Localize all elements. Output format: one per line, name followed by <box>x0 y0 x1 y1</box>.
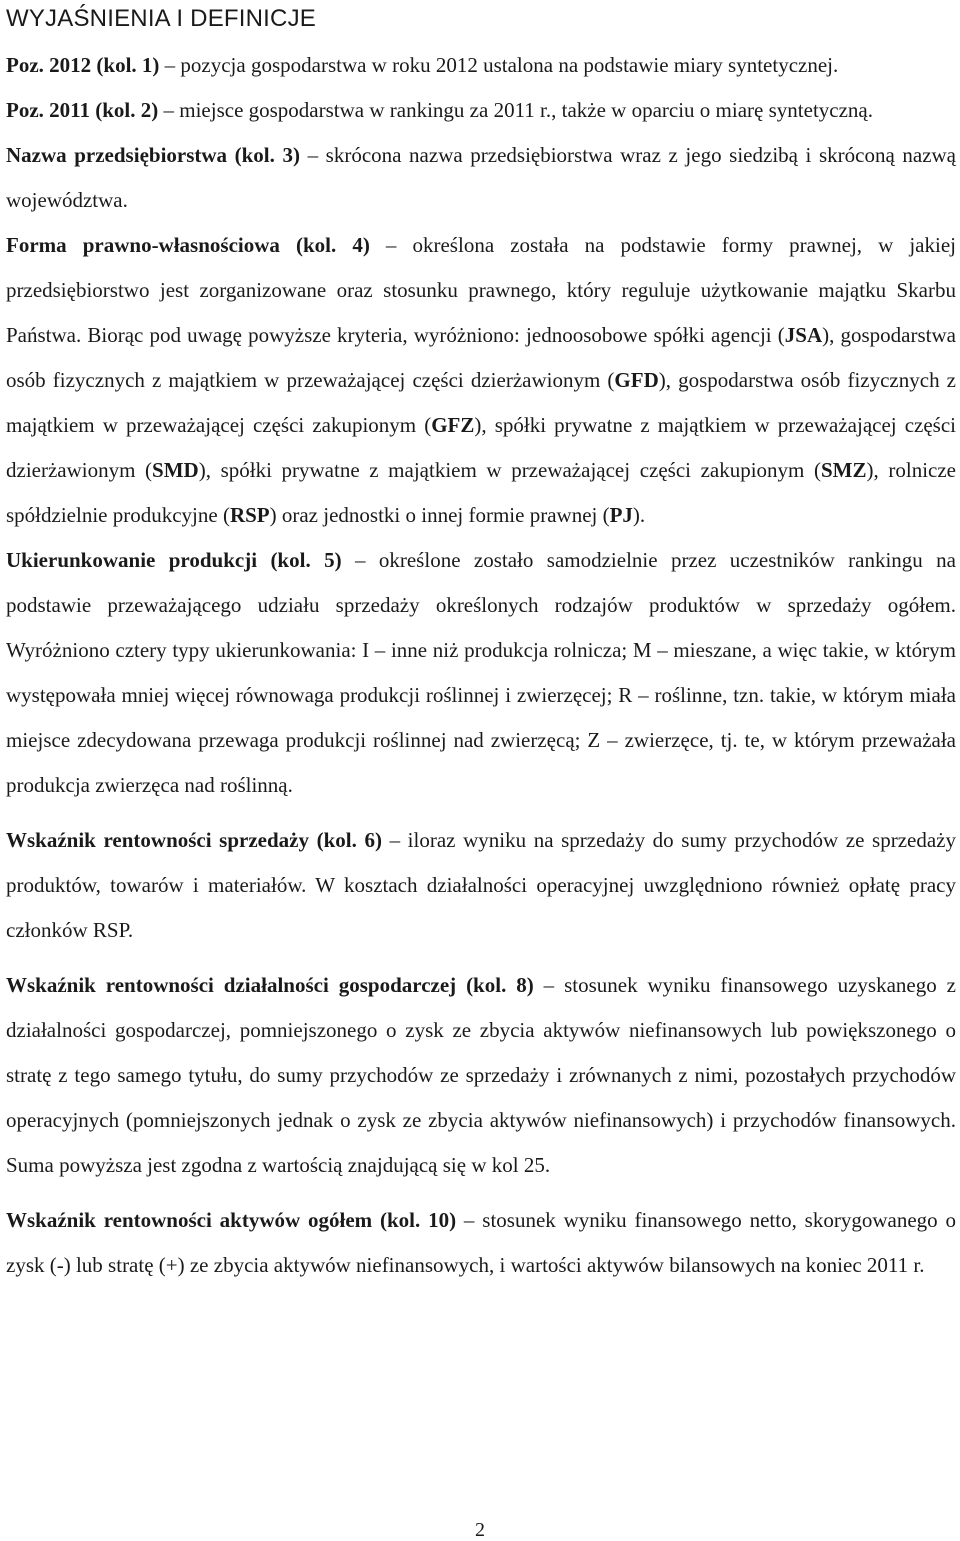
term-wskaznik-rentownosci-sprzedazy: Wskaźnik rentowności sprzedaży (kol. 6) <box>6 828 382 852</box>
definition-text: – stosunek wyniku finansowego netto, skorygowanego o zysk (-) lub stratę (+) ze zbycia aktywów niefinansowych, i wartości aktywów bilansowych na koniec 2011 r. <box>6 1208 957 1277</box>
term-forma-prawno-wlasnosciowa: Forma prawno-własnościowa (kol. 4) <box>6 233 370 257</box>
abbr-pj: PJ <box>609 503 633 527</box>
abbr-jsa: JSA <box>784 323 823 347</box>
definition-nazwa-przedsiebiorstwa <box>6 133 956 223</box>
definition-ukierunkowanie-produkcji <box>6 538 956 808</box>
definition-text: ). <box>632 503 646 527</box>
abbr-gfd: GFD <box>614 368 659 392</box>
page-number: 2 <box>475 1519 485 1541</box>
term-wskaznik-rentownosci-dzialalnosci: Wskaźnik rentowności działalności gospodarczej (kol. 8) <box>6 973 534 997</box>
abbr-gfz: GFZ <box>431 413 475 437</box>
term-poz-2012: Poz. 2012 (kol. 1) <box>6 53 160 77</box>
definition-text: ), rolnicze spółdzielnie produkcyjne ( <box>6 458 956 527</box>
definition-text: – iloraz wyniku na sprzedaży do sumy przychodów ze sprzedaży produktów, towarów i materiałów. W kosztach działalności operacyjnej uwzględniono również opłatę pracy członków RSP. <box>6 828 956 942</box>
definition-wskaznik-rentownosci-sprzedazy <box>6 818 956 953</box>
definition-text: ), spółki prywatne z majątkiem w przeważającej części dzierżawionym ( <box>6 413 956 482</box>
document-page <box>6 0 956 1288</box>
definition-text: ), gospodarstwa osób fizycznych z majątkiem w przeważającej części zakupionym ( <box>6 368 956 437</box>
term-wskaznik-rentownosci-aktywow: Wskaźnik rentowności aktywów ogółem (kol. 10) <box>6 1208 457 1232</box>
abbr-smz: SMZ <box>821 458 867 482</box>
definition-poz-2012 <box>6 43 956 88</box>
abbr-rsp: RSP <box>229 503 270 527</box>
definition-text: – skrócona nazwa przedsiębiorstwa wraz z jego siedzibą i skróconą nazwą województwa. <box>6 143 956 212</box>
definition-text: – miejsce gospodarstwa w rankingu za 2011 r., także w oparciu o miarę syntetyczną. <box>158 98 873 122</box>
definition-forma-prawno-wlasnosciowa <box>6 223 956 538</box>
definition-text: – określona została na podstawie formy prawnej, w jakiej przedsiębiorstwo jest zorganizowane oraz stosunku prawnego, który reguluje użytkowanie majątku Skarbu Państwa. Biorąc pod uwagę powyższe kryteria, wyróżniono: jednoosobowe spółki agencji ( <box>6 233 956 347</box>
definition-poz-2011 <box>6 88 956 133</box>
definition-wskaznik-rentownosci-dzialalnosci <box>6 963 956 1188</box>
definition-wskaznik-rentownosci-aktywow <box>6 1198 956 1288</box>
page-title: WYJAŚNIENIA I DEFINICJE <box>6 5 316 32</box>
definition-text: – określone zostało samodzielnie przez uczestników rankingu na podstawie przeważającego udziału sprzedaży określonych rodzajów produktów w sprzedaży ogółem. Wyróżniono cztery typy ukierunkowania: I – inne niż produkcja rolnicza; M – mieszane, a więc takie, w którym występowała mniej więcej równowaga produkcji roślinnej i zwierzęcej; R – roślinne, tzn. takie, w którym miała miejsce zdecydowana przewaga produkcji roślinnej nad zwierzęcą; Z – zwierzęce, tj. te, w którym przeważała produkcja zwierzęca nad roślinną. <box>6 548 957 797</box>
definition-text: ), gospodarstwa osób fizycznych z majątkiem w przeważającej części dzierżawionym ( <box>6 323 956 392</box>
definition-text: ), spółki prywatne z majątkiem w przeważającej części zakupionym ( <box>198 458 821 482</box>
definition-text: – pozycja gospodarstwa w roku 2012 ustalona na podstawie miary syntetycznej. <box>159 53 839 77</box>
definition-text: – stosunek wyniku finansowego uzyskanego z działalności gospodarczej, pomniejszonego o zysk ze zbycia aktywów niefinansowych lub powiększonego o stratę z tego samego tytułu, do sumy przychodów ze sprzedaży i zrównanych z nimi, pozostałych przychodów operacyjnych (pomniejszonych jednak o zysk ze zbycia aktywów niefinansowych) i przychodów finansowych. Suma powyższa jest zgodna z wartością znajdującą się w kol 25. <box>6 973 956 1177</box>
term-nazwa-przedsiebiorstwa: Nazwa przedsiębiorstwa (kol. 3) <box>6 143 300 167</box>
term-poz-2011: Poz. 2011 (kol. 2) <box>6 98 159 122</box>
definition-text: ) oraz jednostki o innej formie prawnej ( <box>269 503 610 527</box>
abbr-smd: SMD <box>152 458 199 482</box>
term-ukierunkowanie-produkcji: Ukierunkowanie produkcji (kol. 5) <box>6 548 342 572</box>
